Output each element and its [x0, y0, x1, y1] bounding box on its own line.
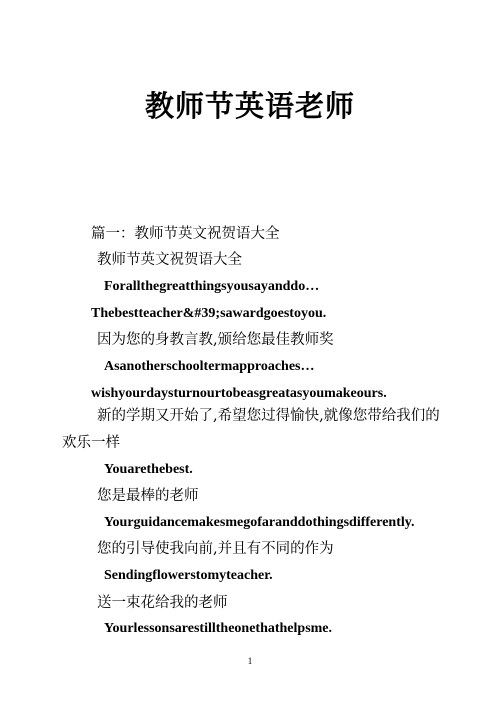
text-line-english: Youarethebest. [104, 462, 193, 477]
text-line-chinese: 您的引导使我向前,并且有不同的作为 [97, 541, 334, 557]
text-line-english: wishyourdaysturnourtobeasgreatasyoumakeours. [91, 386, 387, 401]
text-line-chinese: 新的学期又开始了,希望您过得愉快,就像您带给我们的 [97, 408, 440, 424]
text-line-chinese: 送一束花给我的老师 [97, 595, 228, 611]
text-line-chinese: 因为您的身教言教,颁给您最佳教师奖 [97, 332, 334, 348]
text-line-english: Sendingflowerstomyteacher. [104, 568, 273, 583]
text-line-chinese: 您是最棒的老师 [97, 488, 199, 504]
subheading: 教师节英文祝贺语大全 [97, 252, 242, 268]
text-line-english: Yourlessonsarestilltheonethathelpsme. [104, 621, 333, 636]
document-title: 教师节英语老师 [144, 89, 355, 123]
text-line-english: Forallthegreatthingsyousayanddo… [104, 279, 320, 294]
text-line-english: Asanotherschooltermapproaches… [104, 359, 315, 374]
section-heading: 篇一：教师节英文祝贺语大全 [91, 226, 280, 242]
page-number: 1 [247, 656, 253, 666]
text-line-english: Thebestteacher&#39;sawardgoestoyou. [91, 306, 327, 321]
text-line-english: Yourguidancemakesmegofaranddothingsdifferently. [104, 515, 415, 530]
text-line-chinese-continued: 欢乐一样 [62, 435, 120, 451]
